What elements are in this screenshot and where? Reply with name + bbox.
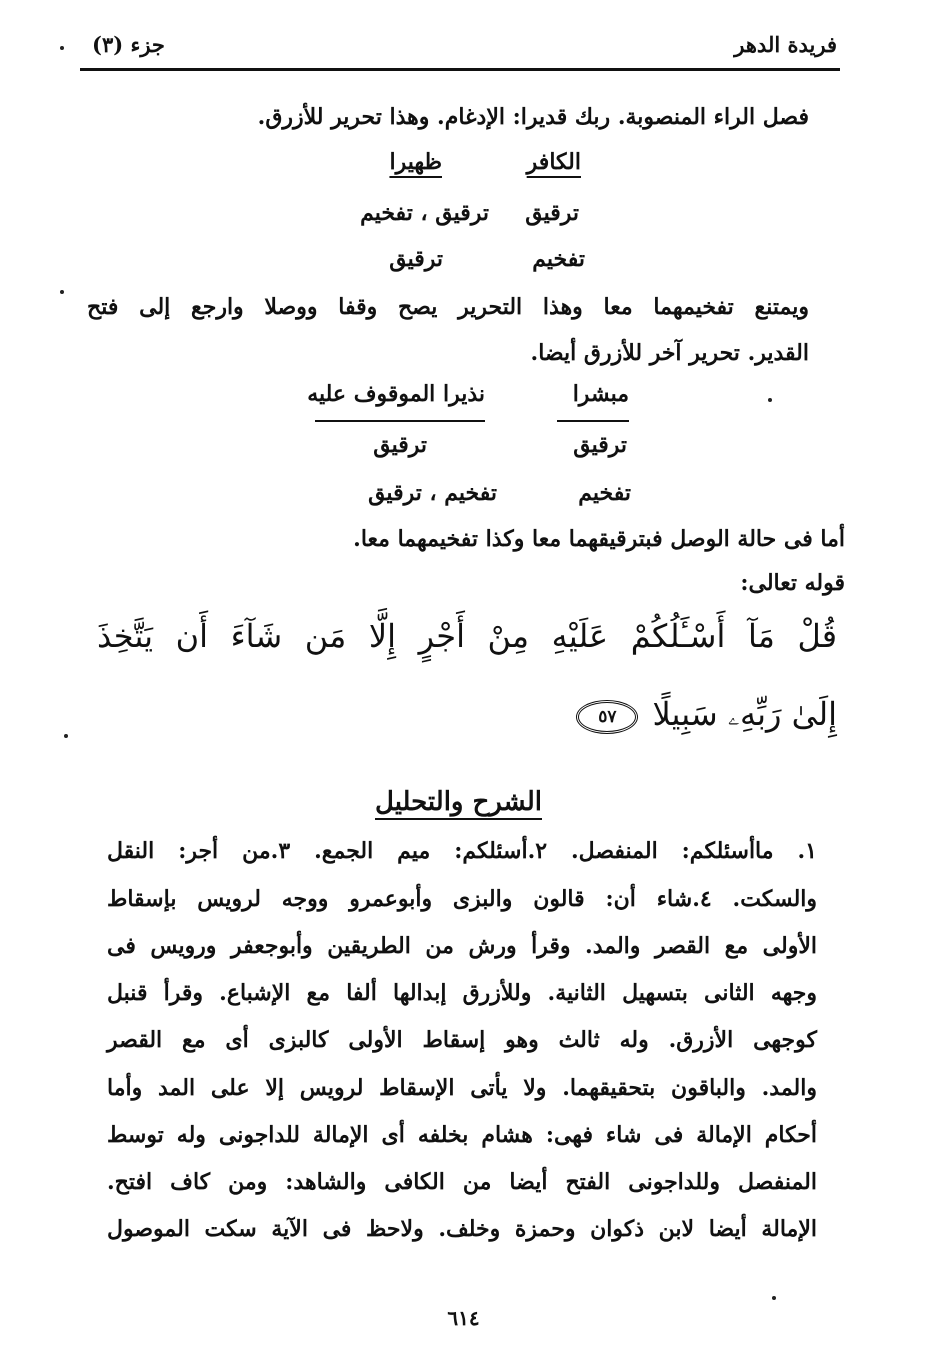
body-line-3: الأولى مع القصر والمد. وقرأ ورش من الطريقين وأبوجعفر ورويس فى xyxy=(107,933,817,959)
table1-r2c1: تفخيم xyxy=(532,246,585,272)
header-rule xyxy=(80,68,840,71)
ayah-number-mark: ٥٧ xyxy=(576,700,638,734)
part-number: جزء (٣) xyxy=(92,32,165,57)
table2-header-mubashira: مبشرا xyxy=(572,381,629,407)
table2-header1-rule xyxy=(557,420,629,422)
table2-header2-rule xyxy=(315,420,485,422)
table1-r2c2: ترقيق xyxy=(389,246,443,272)
after-table-line-1: أما فى حالة الوصل فبترقيقهما معا وكذا تفخيمهما معا. xyxy=(353,526,845,552)
body-line-6: والمد. والباقون بتحقيقهما. ولا يأتى الإسقاط لرويس إلا على المد وأما xyxy=(107,1075,817,1101)
table2-r1c1: ترقيق xyxy=(573,432,627,458)
table2-header-nadhira: نذيرا الموقوف عليه xyxy=(307,381,485,407)
scan-speck xyxy=(772,1296,776,1300)
table1-header-zahira: ظهيرا xyxy=(389,149,442,175)
mid-line-1: ويمتنع تفخيمهما معا وهذا التحرير يصح وقفا ووصلا وارجع إلى فتح xyxy=(87,294,809,320)
scan-speck xyxy=(64,734,68,738)
verse-line-1: قُلْ مَآ أَسْـَٔلُكُمْ عَلَيْهِ مِنْ أَجْرٍ إِلَّا مَن شَآءَ أَن يَتَّخِذَ xyxy=(97,617,837,655)
table2-r2c2: تفخيم ، ترقيق xyxy=(368,480,497,506)
page-number: ٦١٤ xyxy=(447,1306,480,1330)
table1-header-kafir: الكافر xyxy=(526,149,581,175)
verse-line-2 xyxy=(576,684,837,744)
book-title: فريدة الدهر xyxy=(734,32,837,57)
body-line-7: أحكام الإمالة فى شاء فهى: هشام بخلفه أى الإمالة للداجونى وله توسط xyxy=(107,1122,817,1148)
scan-speck xyxy=(768,398,772,402)
body-line-1: ١. ماأسئلكم: المنفصل. ٢.أسئلكم: ميم الجمع. ٣.من أجر: النقل xyxy=(107,838,817,864)
scan-speck xyxy=(60,290,64,294)
table1-r1c1: ترقيق xyxy=(525,200,579,226)
table2-r1c2: ترقيق xyxy=(373,432,427,458)
body-line-4: وجهه الثانى بتسهيل الثانية. وللأزرق إبدالها ألفا مع الإشباع. وقرأ قنبل xyxy=(107,980,817,1006)
body-line-5: كوجهى الأزرق. وله ثالث وهو إسقاط الأولى كالبزى أى مع القصر xyxy=(107,1027,817,1053)
table1-r1c2: ترقيق ، تفخيم xyxy=(360,200,489,226)
body-line-9: الإمالة أيضا لابن ذكوان وحمزة وخلف. ولاحظ فى الآية سكت الموصول xyxy=(107,1216,817,1242)
body-line-8: المنفصل وللداجونى الفتح أيضا من الكافى والشاهد: ومن كاف افتح. xyxy=(107,1169,817,1195)
intro-line: فصل الراء المنصوبة. ربك قديرا: الإدغام. وهذا تحرير للأزرق. xyxy=(257,104,809,130)
scan-speck xyxy=(60,46,64,50)
after-table-line-2: قوله تعالى: xyxy=(740,570,845,596)
mid-line-2: القدير. تحرير آخر للأزرق أيضا. xyxy=(530,340,809,366)
section-title: الشرح والتحليل xyxy=(375,787,542,817)
table2-r2c1: تفخيم xyxy=(578,480,631,506)
body-line-2: والسكت. ٤.شاء أن: قالون والبزى وأبوعمرو ووجه لرويس بإسقاط xyxy=(107,886,818,912)
verse-line-2-text: إِلَىٰ رَبِّهِۦ سَبِيلًا xyxy=(652,695,837,733)
